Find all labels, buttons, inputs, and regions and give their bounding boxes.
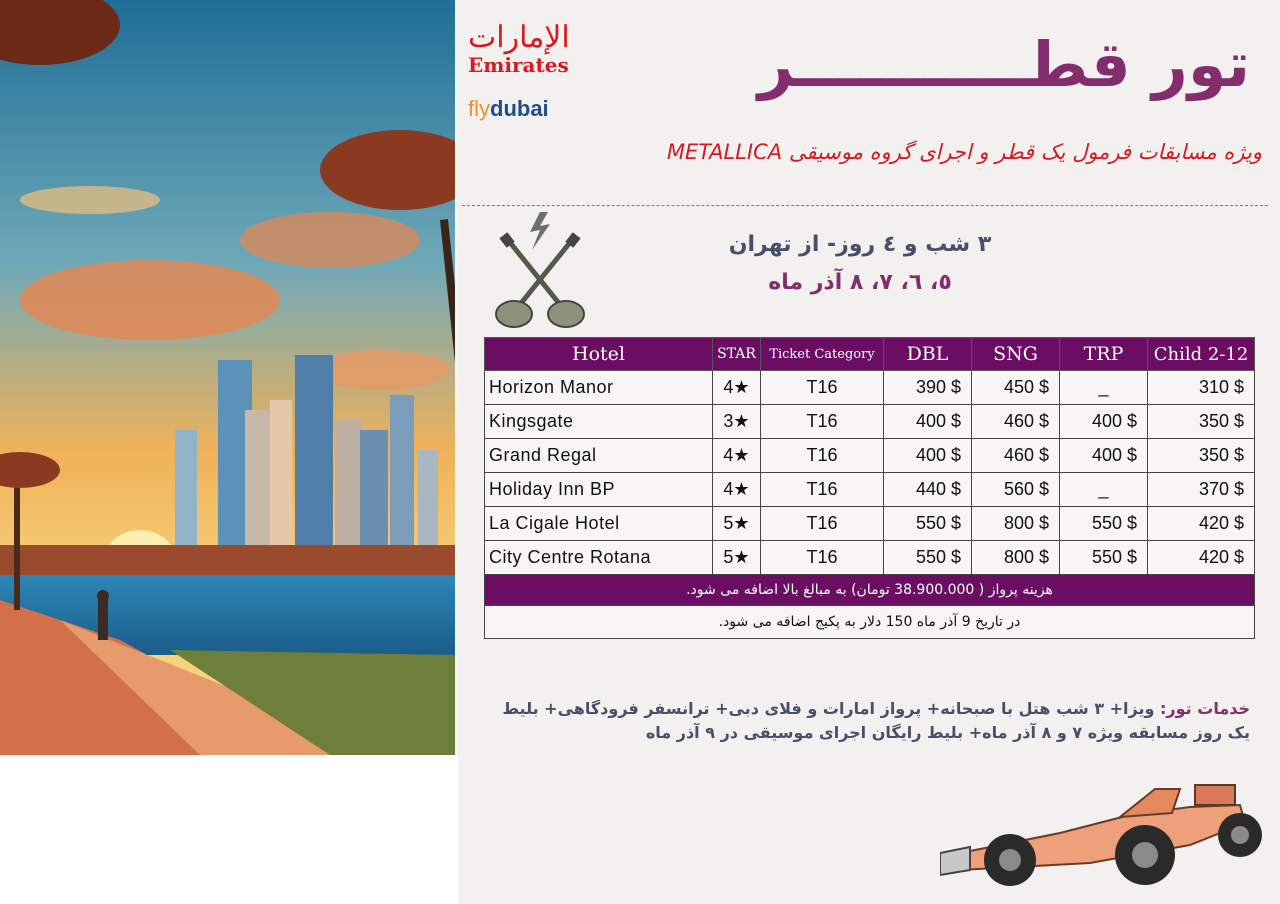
flight-cost-note: هزینه پرواز ( 38.900.000 تومان) به مبالغ بالا اضافه می شود.	[485, 575, 1255, 606]
col-header-child: Child 2-12	[1148, 338, 1255, 371]
cell-star: 4★	[713, 439, 761, 473]
cell-sng: 460 $	[972, 405, 1060, 439]
col-header-hotel: Hotel	[485, 338, 713, 371]
services-text: ویزا+ ۳ شب هتل با صبحانه+ پرواز امارات و فلای دبی+ ترانسفر فرودگاهی+ بلیط یک روز مسابقه ویژه ۷ و ۸ آذر ماه+ بلیط رایگان اجرای موسیقی در ۹ آذر ماه	[502, 699, 1250, 742]
dashed-divider	[462, 205, 1268, 206]
cell-child: 420 $	[1148, 507, 1255, 541]
cell-trp: 400 $	[1060, 439, 1148, 473]
cell-star: 3★	[713, 405, 761, 439]
cell-child: 370 $	[1148, 473, 1255, 507]
race-car-image	[940, 775, 1270, 900]
page-title: تور قطـــــــــــر	[757, 28, 1250, 101]
cell-hotel: Horizon Manor	[485, 371, 713, 405]
col-header-star: STAR	[713, 338, 761, 371]
col-header-dbl: DBL	[884, 338, 972, 371]
cell-dbl: 390 $	[884, 371, 972, 405]
cell-sng: 800 $	[972, 507, 1060, 541]
cell-ticket: T16	[761, 541, 884, 575]
cell-trp: _	[1060, 371, 1148, 405]
flydubai-logo	[468, 96, 549, 122]
flight-note-row	[485, 575, 1255, 606]
cell-ticket: T16	[761, 371, 884, 405]
crossed-guitars-icon	[490, 210, 590, 335]
table-row	[485, 405, 1255, 439]
emirates-mark: ﺍﻹﻣﺎﺭﺍﺕ	[468, 20, 570, 55]
col-header-sng: SNG	[972, 338, 1060, 371]
emirates-logo	[468, 22, 568, 76]
blank-area	[0, 755, 458, 904]
cell-child: 420 $	[1148, 541, 1255, 575]
cell-dbl: 440 $	[884, 473, 972, 507]
table-row	[485, 371, 1255, 405]
cell-hotel: Kingsgate	[485, 405, 713, 439]
page-subtitle: ویژه مسابقات فرمول یک قطر و اجرای گروه موسیقی METALLICA	[666, 140, 1262, 164]
cell-star: 5★	[713, 507, 761, 541]
table-row	[485, 439, 1255, 473]
cell-child: 350 $	[1148, 439, 1255, 473]
date-surcharge-note: در تاریخ 9 آذر ماه 150 دلار به پکیج اضافه می شود.	[485, 606, 1255, 639]
cell-ticket: T16	[761, 507, 884, 541]
cell-sng: 450 $	[972, 371, 1060, 405]
cell-hotel: Holiday Inn BP	[485, 473, 713, 507]
cell-star: 5★	[713, 541, 761, 575]
price-table	[484, 337, 1255, 639]
cell-ticket: T16	[761, 473, 884, 507]
cell-hotel: City Centre Rotana	[485, 541, 713, 575]
table-row	[485, 541, 1255, 575]
cell-hotel: La Cigale Hotel	[485, 507, 713, 541]
cell-dbl: 400 $	[884, 405, 972, 439]
cell-child: 350 $	[1148, 405, 1255, 439]
col-header-trp: TRP	[1060, 338, 1148, 371]
cell-star: 4★	[713, 371, 761, 405]
table-row	[485, 473, 1255, 507]
table-header-row	[485, 338, 1255, 371]
tour-services	[486, 697, 1250, 745]
trip-dates: ٥، ٦، ٧، ٨ آذر ماه	[768, 270, 952, 295]
cell-sng: 460 $	[972, 439, 1060, 473]
date-note-row	[485, 606, 1255, 639]
cell-dbl: 400 $	[884, 439, 972, 473]
cell-trp: 400 $	[1060, 405, 1148, 439]
cell-trp: 550 $	[1060, 541, 1148, 575]
cell-trp: 550 $	[1060, 507, 1148, 541]
emirates-wordmark: Emirates	[468, 53, 569, 77]
cell-star: 4★	[713, 473, 761, 507]
cell-hotel: Grand Regal	[485, 439, 713, 473]
services-label: خدمات تور:	[1160, 699, 1250, 718]
cell-dbl: 550 $	[884, 507, 972, 541]
cell-trp: _	[1060, 473, 1148, 507]
flydubai-dubai: dubai	[490, 96, 549, 121]
cell-child: 310 $	[1148, 371, 1255, 405]
flydubai-fly: fly	[468, 96, 490, 121]
cell-ticket: T16	[761, 405, 884, 439]
cell-sng: 560 $	[972, 473, 1060, 507]
table-row	[485, 507, 1255, 541]
col-header-ticket: Ticket Category	[761, 338, 884, 371]
trip-duration: ۳ شب و ٤ روز- از تهران	[728, 232, 992, 257]
doha-skyline-image	[0, 0, 455, 755]
cell-sng: 800 $	[972, 541, 1060, 575]
cell-ticket: T16	[761, 439, 884, 473]
cell-dbl: 550 $	[884, 541, 972, 575]
